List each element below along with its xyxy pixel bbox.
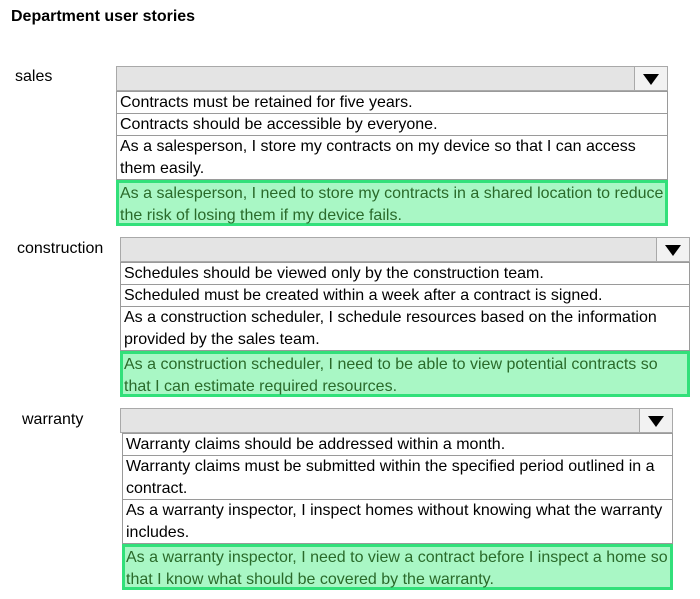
warranty-option-2[interactable]: Warranty claims must be submitted within the specified period outlined in a contract. xyxy=(123,456,672,500)
warranty-option-1[interactable]: Warranty claims should be addressed within a month. xyxy=(123,434,672,456)
sales-option-4-selected[interactable]: As a salesperson, I need to store my contracts in a shared location to reduce the risk of losing them if my device fails. xyxy=(116,180,668,226)
construction-dropdown[interactable] xyxy=(120,237,690,262)
chevron-down-icon[interactable] xyxy=(634,67,667,90)
sales-option-2[interactable]: Contracts should be accessible by everyone. xyxy=(117,114,667,136)
construction-option-2[interactable]: Scheduled must be created within a week after a contract is signed. xyxy=(121,285,689,307)
warranty-option-3[interactable]: As a warranty inspector, I inspect homes without knowing what the warranty includes. xyxy=(123,500,672,544)
warranty-dropdown[interactable] xyxy=(120,408,673,433)
warranty-label: warranty xyxy=(22,411,84,428)
construction-option-3[interactable]: As a construction scheduler, I schedule resources based on the information provided by the sales team. xyxy=(121,307,689,351)
construction-label: construction xyxy=(17,240,104,257)
chevron-down-icon[interactable] xyxy=(639,409,672,432)
chevron-down-icon[interactable] xyxy=(656,238,689,261)
warranty-options-list xyxy=(122,433,673,590)
sales-dropdown[interactable] xyxy=(116,66,668,91)
construction-options-list xyxy=(120,262,690,397)
sales-options-list xyxy=(116,91,668,226)
construction-option-4-selected[interactable]: As a construction scheduler, I need to be able to view potential contracts so that I can estimate required resources. xyxy=(120,351,690,397)
sales-option-3[interactable]: As a salesperson, I store my contracts on my device so that I can access them easily. xyxy=(117,136,667,180)
sales-option-1[interactable]: Contracts must be retained for five years. xyxy=(117,92,667,114)
page-title: Department user stories xyxy=(11,8,196,25)
sales-label: sales xyxy=(15,68,53,85)
warranty-option-4-selected[interactable]: As a warranty inspector, I need to view a contract before I inspect a home so that I know what should be covered by the warranty. xyxy=(122,544,673,590)
construction-option-1[interactable]: Schedules should be viewed only by the construction team. xyxy=(121,263,689,285)
